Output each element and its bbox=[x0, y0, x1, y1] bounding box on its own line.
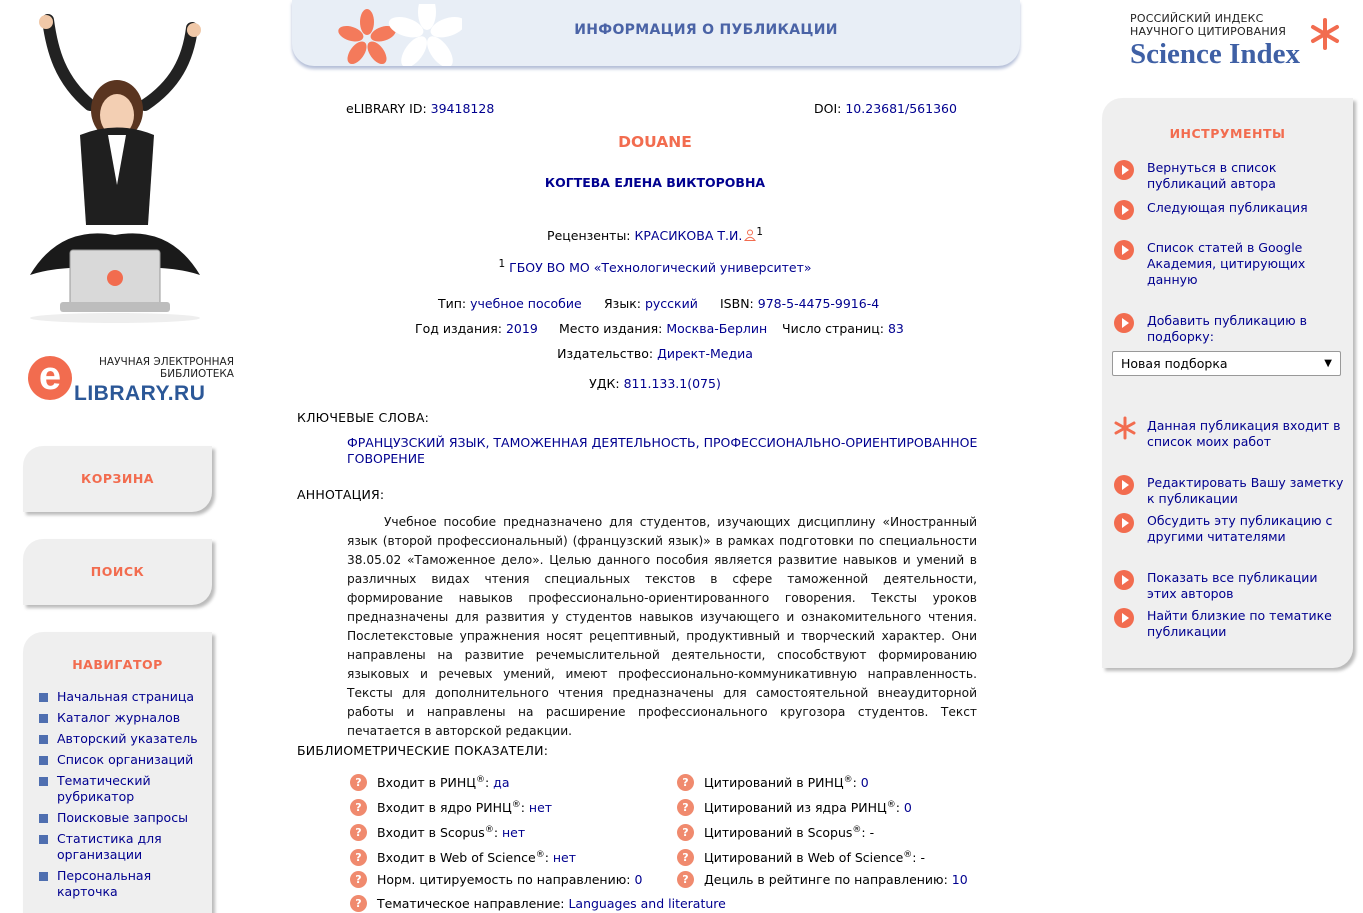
publication-title: DOUANE bbox=[618, 133, 692, 151]
science-index-name: Science Index bbox=[1130, 38, 1300, 70]
metric-label: Цитирований в Web of Science bbox=[704, 850, 904, 866]
metric-in-rinc: ? Входит в РИНЦ®: да bbox=[350, 775, 509, 790]
nav-item-label: Тематический рубрикатор bbox=[57, 773, 151, 804]
metric-label: Цитирований из ядра РИНЦ bbox=[704, 800, 887, 816]
elibrary-id bbox=[346, 101, 494, 116]
publication-title-wrap bbox=[291, 133, 1019, 151]
metric-citations-wos: ? Цитирований в Web of Science®: - bbox=[677, 850, 925, 865]
metric-sup: ® bbox=[475, 775, 485, 785]
place-value: Москва-Берлин bbox=[666, 321, 768, 336]
metric-sup: ® bbox=[511, 800, 521, 810]
metric-label: Цитирований в РИНЦ bbox=[704, 775, 844, 791]
pages-field bbox=[782, 321, 904, 336]
question-icon[interactable]: ? bbox=[350, 799, 367, 816]
metric-in-rinc-core: ? Входит в ядро РИНЦ®: нет bbox=[350, 800, 552, 815]
tool-label: Следующая публикация bbox=[1147, 200, 1308, 215]
metric-sup: ® bbox=[843, 775, 853, 785]
pages-value: 83 bbox=[887, 321, 904, 336]
place-field bbox=[559, 321, 767, 336]
nav-item-organizations[interactable] bbox=[39, 752, 199, 768]
nav-item-journals[interactable] bbox=[39, 710, 199, 726]
affiliation-line bbox=[291, 258, 1019, 275]
udk-value: 811.133.1(075) bbox=[623, 376, 721, 391]
square-bullet-icon bbox=[39, 756, 48, 765]
chevron-down-icon: ▼ bbox=[1324, 358, 1332, 369]
metric-norm-citation: ? Норм. цитируемость по направлению: 0 bbox=[350, 872, 642, 887]
metric-value[interactable]: нет bbox=[502, 825, 526, 841]
metric-decile: ? Дециль в рейтинге по направлению: 10 bbox=[677, 872, 968, 887]
tool-similar-publications[interactable] bbox=[1114, 608, 1344, 640]
doi-label: DOI: bbox=[814, 101, 842, 116]
search-label: ПОИСК bbox=[90, 564, 145, 579]
tools-title: ИНСТРУМЕНТЫ bbox=[1169, 126, 1286, 141]
asterisk-icon bbox=[1310, 18, 1340, 52]
nav-item-org-stats[interactable] bbox=[39, 831, 199, 863]
metric-in-scopus: ? Входит в Scopus®: нет bbox=[350, 825, 525, 840]
navigator-panel bbox=[23, 632, 212, 913]
keywords-heading: КЛЮЧЕВЫЕ СЛОВА: bbox=[297, 410, 430, 425]
metric-citations-rinc: ? Цитирований в РИНЦ®: 0 bbox=[677, 775, 869, 790]
navigator-title: НАВИГАТОР bbox=[72, 657, 163, 672]
science-index-line2: НАУЧНОГО ЦИТИРОВАНИЯ bbox=[1130, 25, 1287, 38]
square-bullet-icon bbox=[39, 835, 48, 844]
annotation-text: Учебное пособие предназначено для студентов, изучающих дисциплину «Иностранный язык (второй профессиональный) (французский язык)» в рамках подготовки по специальности 38.05.02 «Таможенное дело». Целью данного пособия является развитие навыков и умений в различных видах чтения специальных текстов в сфере таможенной деятельности, формирование навыков профессионально-ориентированного говорения. Тексты уроков предназначены для развития у студентов навыков изучающего и ознакомительного чтения. Послетекстовые упражнения носят рецептивный, продуктивный и творческий характер. Они направлены на развитие речемыслительной деятельности, способствуют формированию языковых и речевых умений, имеют профессионально-коммуникативную направленность. Тексты для дополнительного чтения предназначены для самостоятельной внеаудиторной работы и направлены на расширение профессионального кругозора студентов. Текст печатается в авторской редакции. bbox=[347, 515, 977, 738]
hero-woman-laptop-image bbox=[20, 10, 210, 325]
play-circle-icon bbox=[1114, 570, 1134, 590]
question-icon[interactable]: ? bbox=[350, 774, 367, 791]
question-icon[interactable]: ? bbox=[350, 895, 367, 912]
publisher-line bbox=[291, 346, 1019, 361]
metric-sup: ® bbox=[852, 825, 862, 835]
reviewer-name[interactable]: КРАСИКОВА Т.И. bbox=[634, 228, 743, 244]
page-title: ИНФОРМАЦИЯ О ПУБЛИКАЦИИ bbox=[574, 22, 838, 38]
annotation-heading: АННОТАЦИЯ: bbox=[297, 487, 385, 502]
elibrary-logo-name: LIBRARY.RU bbox=[74, 382, 206, 405]
play-circle-icon bbox=[1114, 608, 1134, 628]
metric-citations-rinc-core: ? Цитирований из ядра РИНЦ®: 0 bbox=[677, 800, 912, 815]
question-icon[interactable]: ? bbox=[350, 824, 367, 841]
search-button[interactable] bbox=[23, 539, 212, 605]
square-bullet-icon bbox=[39, 693, 48, 702]
tool-all-author-publications[interactable] bbox=[1114, 570, 1344, 602]
metric-sup: ® bbox=[886, 800, 896, 810]
question-icon[interactable]: ? bbox=[677, 799, 694, 816]
metric-value[interactable]: 10 bbox=[951, 872, 968, 887]
place-label: Место издания: bbox=[559, 321, 663, 336]
play-circle-icon bbox=[1114, 513, 1134, 533]
reviewer-affiliation-sup: 1 bbox=[756, 226, 763, 238]
nav-item-authors[interactable] bbox=[39, 731, 199, 747]
metric-label: Входит в РИНЦ bbox=[377, 775, 476, 791]
tool-label: Вернуться в список публикаций автора bbox=[1147, 160, 1277, 191]
tool-label: Показать все публикации этих авторов bbox=[1147, 570, 1318, 601]
navigator-list bbox=[39, 689, 212, 900]
nav-item-home[interactable] bbox=[39, 689, 199, 705]
question-icon[interactable]: ? bbox=[677, 774, 694, 791]
affiliation-name[interactable]: ГБОУ ВО МО «Технологический университет» bbox=[509, 260, 812, 276]
person-icon[interactable] bbox=[744, 229, 756, 241]
nav-item-queries[interactable] bbox=[39, 810, 199, 826]
udk-line bbox=[291, 376, 1019, 391]
language-value: русский bbox=[644, 296, 698, 311]
keywords-list[interactable]: ФРАНЦУЗСКИЙ ЯЗЫК, ТАМОЖЕННАЯ ДЕЯТЕЛЬНОСТЬ, ПРОФЕССИОНАЛЬНО-ОРИЕНТИРОВАННОЕ ГОВОРЕНИЕ bbox=[347, 435, 978, 466]
nav-item-personal-card[interactable] bbox=[39, 868, 199, 900]
tool-add-to-collection[interactable] bbox=[1114, 313, 1344, 345]
cart-label: КОРЗИНА bbox=[81, 471, 154, 486]
nav-item-label: Начальная страница bbox=[57, 689, 194, 704]
nav-item-label: Авторский указатель bbox=[57, 731, 198, 746]
question-icon[interactable]: ? bbox=[677, 871, 694, 888]
metric-sup: ® bbox=[484, 825, 494, 835]
elibrary-id-value[interactable]: 39418128 bbox=[430, 101, 495, 116]
metric-value[interactable]: нет bbox=[552, 850, 577, 866]
elibrary-logo-tagline: НАУЧНАЯ ЭЛЕКТРОННАЯ БИБЛИОТЕКА bbox=[99, 356, 234, 380]
square-bullet-icon bbox=[39, 735, 48, 744]
metric-value[interactable]: 0 bbox=[634, 872, 643, 887]
metric-label: Входит в Web of Science bbox=[377, 850, 536, 866]
nav-item-label: Статистика для организации bbox=[57, 831, 162, 862]
metric-value: - bbox=[869, 825, 875, 841]
nav-item-label: Поисковые запросы bbox=[57, 810, 188, 825]
square-bullet-icon bbox=[39, 814, 48, 823]
metric-in-wos: ? Входит в Web of Science®: нет bbox=[350, 850, 576, 865]
tool-label: Редактировать Вашу заметку к публикации bbox=[1147, 475, 1344, 506]
asterisk-icon bbox=[1114, 416, 1136, 440]
tool-google-scholar[interactable] bbox=[1114, 240, 1344, 288]
collection-select-value: Новая подборка bbox=[1121, 356, 1228, 371]
question-icon[interactable]: ? bbox=[350, 849, 367, 866]
doi-value[interactable]: 10.23681/561360 bbox=[845, 101, 957, 116]
metric-label: Тематическое направление bbox=[377, 896, 561, 911]
tools-panel bbox=[1102, 98, 1353, 668]
type-label: Тип: bbox=[438, 296, 467, 311]
question-icon[interactable]: ? bbox=[677, 849, 694, 866]
tool-back-to-author-list[interactable] bbox=[1114, 160, 1344, 192]
metric-label: Входит в Scopus bbox=[377, 825, 485, 841]
metric-value: - bbox=[920, 850, 925, 866]
metric-value[interactable]: 0 bbox=[860, 775, 869, 791]
tool-label: Найти близкие по тематике публикации bbox=[1147, 608, 1332, 639]
cart-button[interactable] bbox=[23, 446, 212, 512]
nav-item-rubricator[interactable] bbox=[39, 773, 199, 805]
doi bbox=[814, 101, 957, 116]
elibrary-id-label: eLIBRARY ID: bbox=[346, 101, 427, 116]
udk-label: УДК: bbox=[589, 376, 620, 391]
metric-label: Дециль в рейтинге по направлению bbox=[704, 872, 944, 887]
metric-citations-scopus: ? Цитирований в Scopus®: - bbox=[677, 825, 874, 840]
language-field bbox=[604, 296, 698, 311]
nav-item-label: Список организаций bbox=[57, 752, 194, 767]
play-circle-icon bbox=[1114, 475, 1134, 495]
nav-item-label: Персональная карточка bbox=[57, 868, 152, 899]
left-column bbox=[0, 0, 240, 913]
year-value: 2019 bbox=[505, 321, 538, 336]
language-label: Язык: bbox=[604, 296, 641, 311]
reviewers-line bbox=[291, 226, 1019, 243]
type-value: учебное пособие bbox=[470, 296, 582, 311]
tool-edit-note[interactable] bbox=[1114, 475, 1344, 507]
metric-value[interactable]: Languages and literature bbox=[568, 896, 726, 911]
question-icon[interactable]: ? bbox=[677, 824, 694, 841]
tool-my-works[interactable] bbox=[1114, 418, 1344, 450]
science-index-logo[interactable] bbox=[1130, 12, 1345, 82]
author-wrap bbox=[291, 175, 1019, 190]
metric-value[interactable]: да bbox=[493, 775, 510, 791]
affiliation-sup: 1 bbox=[498, 258, 506, 270]
play-circle-icon bbox=[1114, 160, 1134, 180]
elibrary-logo[interactable] bbox=[28, 352, 234, 412]
reviewers-label: Рецензенты: bbox=[547, 228, 631, 244]
play-circle-icon bbox=[1114, 313, 1134, 333]
year-field bbox=[415, 321, 538, 336]
publisher-value[interactable]: Директ-Медиа bbox=[657, 346, 753, 361]
nav-item-label: Каталог журналов bbox=[57, 710, 181, 725]
elibrary-logo-e: e bbox=[28, 356, 72, 400]
science-index-line1: РОССИЙСКИЙ ИНДЕКС bbox=[1130, 12, 1264, 25]
metric-sup: ® bbox=[903, 850, 913, 860]
metric-label: Норм. цитируемость по направлению bbox=[377, 872, 627, 887]
square-bullet-icon bbox=[39, 714, 48, 723]
isbn-value: 978-5-4475-9916-4 bbox=[757, 296, 880, 311]
author-name[interactable]: КОГТЕВА ЕЛЕНА ВИКТОРОВНА bbox=[544, 175, 766, 190]
play-circle-icon bbox=[1114, 240, 1134, 260]
tool-label: Данная публикация входит в список моих работ bbox=[1147, 418, 1341, 449]
tool-label: Список статей в Google Академия, цитирующих данную bbox=[1147, 240, 1306, 287]
year-label: Год издания: bbox=[415, 321, 502, 336]
metric-value[interactable]: 0 bbox=[903, 800, 912, 816]
pages-label: Число страниц: bbox=[782, 321, 884, 336]
square-bullet-icon bbox=[39, 777, 48, 786]
question-icon[interactable]: ? bbox=[350, 871, 367, 888]
tool-next-publication[interactable] bbox=[1114, 200, 1344, 216]
tool-label: Добавить публикацию в подборку: bbox=[1147, 313, 1307, 344]
tool-label: Обсудить эту публикацию с другими читателями bbox=[1147, 513, 1333, 544]
type-field bbox=[438, 296, 582, 311]
collection-select[interactable] bbox=[1112, 351, 1341, 376]
page-header bbox=[292, 0, 1020, 66]
bibliometrics-heading: БИБЛИОМЕТРИЧЕСКИЕ ПОКАЗАТЕЛИ: bbox=[297, 743, 549, 758]
metric-thematic-direction: ? Тематическое направление: Languages and literature bbox=[350, 896, 726, 911]
metric-value[interactable]: нет bbox=[528, 800, 553, 816]
publisher-label: Издательство: bbox=[557, 346, 654, 361]
tool-discuss[interactable] bbox=[1114, 513, 1344, 545]
metric-label: Цитирований в Scopus bbox=[704, 825, 853, 841]
metric-sup: ® bbox=[535, 850, 545, 860]
play-circle-icon bbox=[1114, 200, 1134, 220]
metric-label: Входит в ядро РИНЦ bbox=[377, 800, 512, 816]
square-bullet-icon bbox=[39, 872, 48, 881]
isbn-label: ISBN: bbox=[720, 296, 754, 311]
isbn-field bbox=[720, 296, 879, 311]
